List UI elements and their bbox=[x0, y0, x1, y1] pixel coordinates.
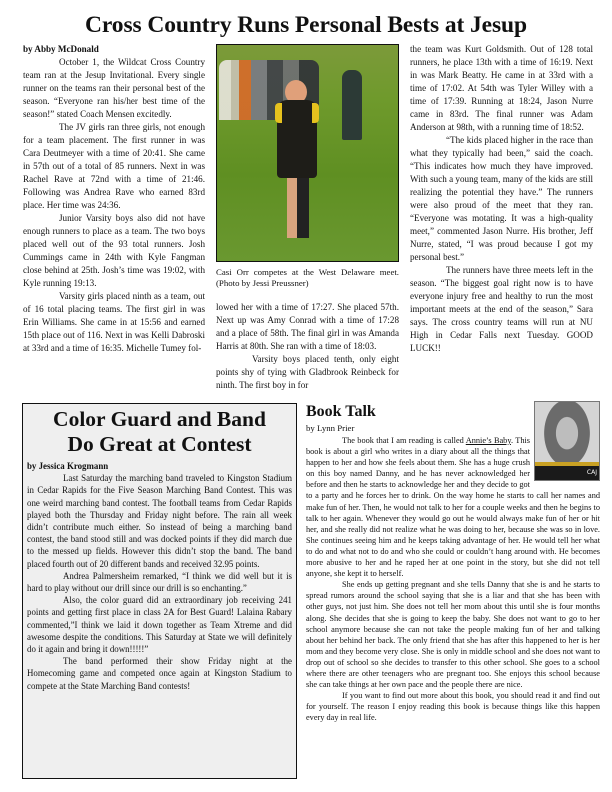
photo-block bbox=[216, 44, 399, 289]
paragraph: lowed her with a time of 17:27. She placed 57th. Next up was Amy Conrad with a time of 17:28 and a place of 58th. The final girl in was Amanda Harris at 80th. She ran with a time of 18:03. bbox=[216, 302, 399, 351]
portrait-tag: CAJ bbox=[586, 468, 597, 476]
runner-photo bbox=[216, 44, 399, 262]
paragraph: Andrea Palmersheim remarked, “I think we did well but it is hard to play without our drill since our drill is so enchanting.” bbox=[27, 570, 292, 594]
paragraph: She ends up getting pregnant and she tells Danny that she is and he starts to spread rumors around the school saying that she is a liar and that she has been with other guys, not just him. She does not tell her mom about this until she is four months along. She decides that she is going to keep the baby. She does not want to go to her school anymore because she can not take the people making fun of her and talking about her behind her back. The only friend that she has after this happened to her is her mom and they become very close. She is only in middle school and she does not want to drop out of school so she decides to transfer to this other school. She goes to a school where there are other teenagers who are pregnant too. She enjoys this school because she can take things at her own pace and the people there are nice. bbox=[306, 580, 600, 690]
paragraph: October 1, the Wildcat Cross Country team ran at the Jesup Invitational. Every single runner on the teams ran their personal best of the season. “Everyone ran his/her best time of the season!” stated Coach Mensen excitedly. bbox=[23, 57, 205, 119]
book-talk-body bbox=[306, 435, 600, 723]
article-headline-color-guard bbox=[27, 407, 292, 457]
walker-image bbox=[342, 70, 362, 140]
paragraph: Varsity boys placed tenth, only eight points shy of tying with Gladbrook Reinbeck for ninth. The first boy in for bbox=[216, 354, 399, 390]
headline-line-1: Color Guard and Band bbox=[53, 407, 266, 431]
article-column-3 bbox=[410, 43, 593, 355]
article-headline-cross-country: Cross Country Runs Personal Bests at Jesup bbox=[85, 12, 527, 38]
article-column-1 bbox=[23, 43, 205, 355]
headline-line-2: Do Great at Contest bbox=[67, 432, 252, 456]
paragraph: “The kids placed higher in the race than what they typically had been,” said the coach. “This indicates how much they have improved. With such a young team, many of the kids are still realizing the potential they have.” The runners were also proud of the meet that they ran. “Everyone was motating. It was a high-quality meet,” commented Jason Nurre. His brother, Jeff Nurre, stated, “I was proud because I got my personal best.” bbox=[410, 135, 593, 262]
paragraph: The runners have three meets left in the season. “The biggest goal right now is to have everyone injury free and healthy to run the most important meets at the end of the season,” Sara says. The cross country teams will run at NU High in Cedar Falls next Tuesday. GOOD LUCK!! bbox=[410, 265, 593, 353]
author-portrait bbox=[534, 401, 600, 481]
color-guard-article-box bbox=[22, 403, 297, 779]
paragraph: Also, the color guard did an extraordinary job receiving 241 points and getting first place in class 2A for Best Guard! Lalaina Rabary commented,”I think we laid it down together as Team Xtreme and did awesome despite the conditions. This Saturday at State we will definitely do it again and bring it down!!!!!” bbox=[27, 595, 292, 655]
article-headline-book-talk: Book Talk bbox=[306, 403, 376, 420]
paragraph: Varsity girls placed ninth as a team, out of 16 total placing teams. The first girl in was Erin Williams. She came in at 15:56 and earned 15th place out of 116. Next in was Kelli Dabroski at 33rd and a time of 16:35. Michelle Tumey fol- bbox=[23, 291, 205, 353]
book-talk-article bbox=[306, 402, 600, 723]
byline: by Jessica Krogmann bbox=[27, 461, 109, 471]
photo-caption: Casi Orr competes at the West Delaware meet. (Photo by Jessi Preussner) bbox=[216, 267, 399, 288]
intro-text-continued: . This book is about a girl who writes in a diary about all the things that happen to her and how she feels about them. She has a huge crush on this boy named Danny, and he has never acknowledged her before and then he starts to acknowledge her and they decide to got to a party and he forces her to drink. On the way home he starts to call her names and make fun of her. Then, he would not talk to her for a couple weeks and then he begins to talk to her again. Whenever they would go out he would always make fun of her or hit her, and she really did not realize what he was doing to her, because she was so in love. She continues seeing him and he keeps taking advantage of her. He would tell her what to do and what not to do and who she could or couldn’t hang around with. He becomes more abusive to her and he raped her at one point in the story, but she did not tell anyone, she kept it to herself. bbox=[306, 436, 600, 579]
runner-legs-image bbox=[287, 178, 309, 238]
paragraph: the team was Kurt Goldsmith. Out of 128 total runners, he place 13th with a time of 16:19. Next in was Mark Beatty. He came in at 33rd with a time of 17:02. At 54th was Tyler Willey with a time of 17:39. Running at 18:24, Jason Nurre came in 83rd. The final runner was Adam Anderson at 98th, with a running time of 18:52. bbox=[410, 44, 593, 132]
paragraph: Junior Varsity boys also did not have enough runners to place as a team. The two boys placed well out of the 93 total runners. Josh Cummings came in 24th with Kyle Fangman close behind at 25th. Josh’s time was 19:02, with Kyle running 19:13. bbox=[23, 213, 205, 288]
paragraph: The band performed their show Friday night at the Homecoming game and competed once again at Kingston Stadium to compete at the State Marching Band contests! bbox=[27, 656, 292, 691]
color-guard-body bbox=[27, 460, 292, 692]
byline: by Lynn Prier bbox=[306, 423, 355, 433]
intro-text: The book that I am reading is called bbox=[342, 436, 466, 445]
book-title: Annie’s Baby bbox=[465, 436, 511, 445]
runner-uniform-image bbox=[275, 103, 319, 123]
paragraph: The JV girls ran three girls, not enough for a team placement. The first runner in was Cara Deutmeyer with a time of 20:41. She came in 57th out of a total of 85 runners. Next in was Rachel Rave at 72nd with a time of 21:46. Following was Andrea Rave who earned 83rd place. Her time was 24:36. bbox=[23, 122, 205, 210]
article-column-2 bbox=[216, 301, 399, 392]
paragraph: If you want to find out more about this book, you should read it and find out for yourself. The reason I enjoy reading this book is because things like this happen every day in real life. bbox=[306, 691, 600, 723]
paragraph: Last Saturday the marching band traveled to Kingston Stadium in Cedar Rapids for the Five Season Marching Band Contest. This was one weird marching band contest. The football teams from Cedar Rapids played both the Thursday and Friday night before. The rain all week didn’t contribute much either. So instead of being a marching band contest, the band stood still and was docked points if they did march due to the messed up fields. However this didn’t stop the band. The band placed fourth out of 20 different bands and received 32.95 points. bbox=[27, 473, 292, 569]
byline: by Abby McDonald bbox=[23, 44, 99, 54]
